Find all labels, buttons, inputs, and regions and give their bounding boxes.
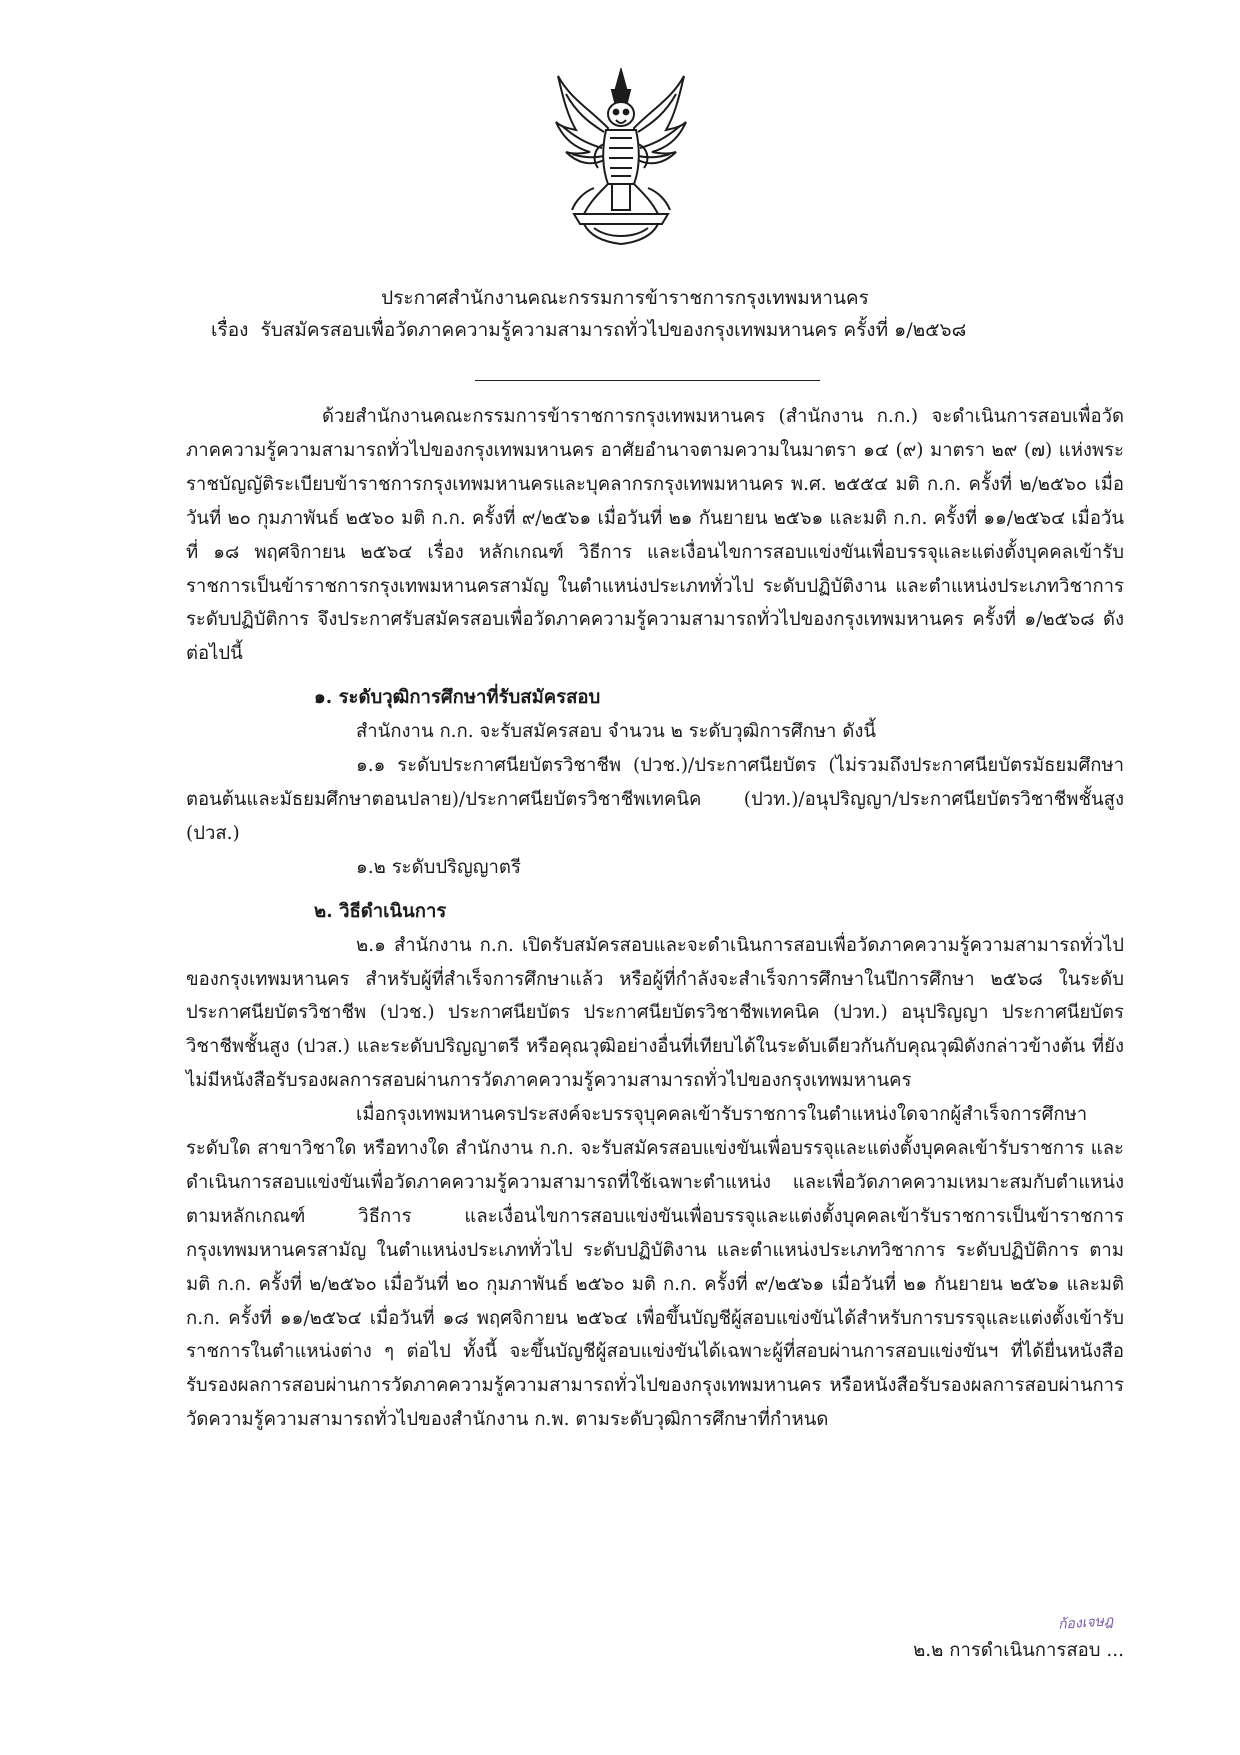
section-2-heading: ๒. วิธีดำเนินการ bbox=[314, 900, 447, 922]
handwritten-initial: ก้องเจษฎ bbox=[1057, 1613, 1114, 1633]
continuation-marker: ๒.๒ การดำเนินการสอบ ... bbox=[913, 1640, 1124, 1661]
section-1-item-1: ๑.๑ ระดับประกาศนียบัตรวิชาชีพ (ปวช.)/ประกาศนียบัตร (ไม่รวมถึงประกาศนียบัตรมัธยมศึกษาตอนต้นและมัธยมศึกษาตอนปลาย)/ประกาศนียบัตรวิชาชีพเทคนิค (ปวท.)/อนุปริญญา/ประกาศนียบัตรวิชาชีพชั้นสูง (ปวส.) bbox=[186, 755, 1124, 844]
section-2-paragraph-2: เมื่อกรุงเทพมหานครประสงค์จะบรรจุบุคคลเข้ารับราชการในตำแหน่งใดจากผู้สำเร็จการศึกษาระดับใด สาขาวิชาใด หรือทางใด สำนักงาน ก.ก. จะรับสมัครสอบแข่งขันเพื่อบรรจุและแต่งตั้งบุคคลเข้ารับราชการ และดำเนินการสอบแข่งขันเพื่อวัดภาคความรู้ความสามารถที่ใช้เฉพาะตำแหน่ง และเพื่อวัดภาคความเหมาะสมกับตำแหน่ง ตามหลักเกณฑ์ วิธีการ และเงื่อนไขการสอบแข่งขันเพื่อบรรจุและแต่งตั้งบุคคลเข้ารับราชการเป็นข้าราชการกรุงเทพมหานครสามัญ ในตำแหน่งประเภททั่วไป ระดับปฏิบัติงาน และตำแหน่งประเภทวิชาการ ระดับปฏิบัติการ ตามมติ ก.ก. ครั้งที่ ๒/๒๕๖๐ เมื่อวันที่ ๒๐ กุมภาพันธ์ ๒๕๖๐ มติ ก.ก. ครั้งที่ ๙/๒๕๖๑ เมื่อวันที่ ๒๑ กันยายน ๒๕๖๑ และมติ ก.ก. ครั้งที่ ๑๑/๒๕๖๔ เมื่อวันที่ ๑๘ พฤศจิกายน ๒๕๖๔ เพื่อขึ้นบัญชีผู้สอบแข่งขันได้สำหรับการบรรจุและแต่งตั้งเข้ารับราชการในตำแหน่งต่าง ๆ ต่อไป ทั้งนี้ จะขึ้นบัญชีผู้สอบแข่งขันได้เฉพาะผู้ที่สอบผ่านการสอบแข่งขันฯ ที่ได้ยื่นหนังสือรับรองผลการสอบผ่านการวัดภาคความรู้ความสามารถทั่วไปของกรุงเทพมหานคร หรือหนังสือรับรองผลการสอบผ่านการวัดความรู้ความสามารถทั่วไปของสำนักงาน ก.พ. ตามระดับวุฒิการศึกษาที่กำหนด bbox=[186, 1104, 1124, 1431]
section-1-lead: สำนักงาน ก.ก. จะรับสมัครสอบ จำนวน ๒ ระดับวุฒิการศึกษา ดังนี้ bbox=[356, 721, 877, 743]
subject-text: รับสมัครสอบเพื่อวัดภาคความรู้ความสามารถทั่วไปของกรุงเทพมหานคร ครั้งที่ ๑/๒๕๖๘ bbox=[260, 319, 967, 341]
section-2-paragraph-1: ๒.๑ สำนักงาน ก.ก. เปิดรับสมัครสอบและจะดำเนินการสอบเพื่อวัดภาคความรู้ความสามารถทั่วไปของกรุงเทพมหานคร สำหรับผู้ที่สำเร็จการศึกษาแล้ว หรือผู้ที่กำลังจะสำเร็จการศึกษาในปีการศึกษา ๒๕๖๘ ในระดับประกาศนียบัตรวิชาชีพ (ปวช.) ประกาศนียบัตร ประกาศนียบัตรวิชาชีพเทคนิค (ปวท.) อนุปริญญา ประกาศนียบัตรวิชาชีพชั้นสูง (ปวส.) และระดับปริญญาตรี หรือคุณวุฒิอย่างอื่นที่เทียบได้ในระดับเดียวกันกับคุณวุฒิดังกล่าวข้างต้น ที่ยังไม่มีหนังสือรับรองผลการสอบผ่านการวัดภาคความรู้ความสามารถทั่วไปของกรุงเทพมหานคร bbox=[186, 934, 1124, 1092]
announcement-title: ประกาศสำนักงานคณะกรรมการข้าราชการกรุงเทพมหานคร bbox=[381, 287, 869, 309]
subject-label: เรื่อง bbox=[211, 319, 249, 341]
garuda-emblem-icon bbox=[554, 68, 688, 246]
document-body bbox=[186, 400, 1124, 1437]
announcement-subject bbox=[150, 314, 1100, 346]
announcement-header bbox=[150, 282, 1100, 346]
section-1-item-2: ๑.๒ ระดับปริญญาตรี bbox=[356, 856, 521, 878]
intro-paragraph: ด้วยสำนักงานคณะกรรมการข้าราชการกรุงเทพมหานคร (สำนักงาน ก.ก.) จะดำเนินการสอบเพื่อวัดภาคความรู้ความสามารถทั่วไปของกรุงเทพมหานคร อาศัยอำนาจตามความในมาตรา ๑๔ (๙) มาตรา ๒๙ (๗) แห่งพระราชบัญญัติระเบียบข้าราชการกรุงเทพมหานครและบุคลากรกรุงเทพมหานคร พ.ศ. ๒๕๕๔ มติ ก.ก. ครั้งที่ ๒/๒๕๖๐ เมื่อวันที่ ๒๐ กุมภาพันธ์ ๒๕๖๐ มติ ก.ก. ครั้งที่ ๙/๒๕๖๑ เมื่อวันที่ ๒๑ กันยายน ๒๕๖๑ และมติ ก.ก. ครั้งที่ ๑๑/๒๕๖๔ เมื่อวันที่ ๑๘ พฤศจิกายน ๒๕๖๔ เรื่อง หลักเกณฑ์ วิธีการ และเงื่อนไขการสอบแข่งขันเพื่อบรรจุและแต่งตั้งบุคคลเข้ารับราชการเป็นข้าราชการกรุงเทพมหานครสามัญ ในตำแหน่งประเภททั่วไป ระดับปฏิบัติงาน และตำแหน่งประเภทวิชาการ ระดับปฏิบัติการ จึงประกาศรับสมัครสอบเพื่อวัดภาคความรู้ความสามารถทั่วไปของกรุงเทพมหานคร ครั้งที่ ๑/๒๕๖๘ ดังต่อไปนี้ bbox=[186, 406, 1124, 665]
header-divider bbox=[475, 380, 820, 381]
section-1-heading: ๑. ระดับวุฒิการศึกษาที่รับสมัครสอบ bbox=[314, 687, 601, 709]
